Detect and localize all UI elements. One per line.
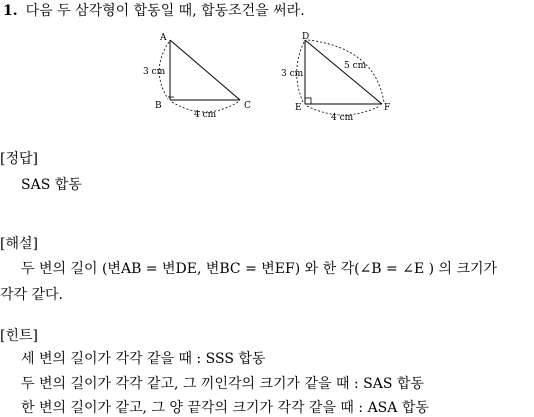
vertex-a: A: [160, 33, 167, 43]
explanation-line-2: 각각 같다.: [0, 287, 63, 303]
question-number: 1.: [3, 3, 18, 19]
label-bc: 4 cm: [194, 110, 217, 120]
hint-label: [힌트]: [0, 328, 38, 344]
vertex-b: B: [155, 101, 162, 111]
explanation-label: [해설]: [0, 236, 38, 252]
hint-item-sss: 세 변의 길이가 각각 같을 때 : SSS 합동: [21, 351, 266, 367]
triangle-def: [281, 32, 390, 123]
vertex-c: C: [244, 101, 251, 111]
side-ac: [170, 40, 240, 100]
question-text: 다음 두 삼각형이 합동일 때, 합동조건을 써라.: [25, 3, 305, 19]
vertex-f: F: [384, 103, 391, 113]
right-angle-e-mark: [305, 98, 311, 104]
label-ab: 3 cm: [143, 67, 166, 77]
label-df: 5 cm: [344, 61, 367, 71]
vertex-e: E: [295, 103, 302, 113]
vertex-d: D: [302, 32, 310, 42]
answer-label: [정답]: [0, 151, 38, 167]
dim-arc-df: [308, 40, 384, 102]
triangle-abc: [143, 33, 251, 120]
hint-item-sas: 두 변의 길이가 각각 같고, 그 끼인각의 크기가 같을 때 : SAS 합동: [21, 376, 424, 392]
label-de: 3 cm: [281, 69, 304, 79]
explanation-line-1: 두 변의 길이 (변AB = 변DE, 변BC = 변EF) 와 한 각(∠B = ∠E ) 의 크기가: [21, 261, 498, 277]
triangle-figure: [0, 0, 534, 130]
hint-item-asa: 한 변의 길이가 같고, 그 양 끝각의 크기가 각각 같을 때 : ASA 합동: [21, 400, 429, 416]
label-ef: 4 cm: [331, 113, 354, 123]
answer-text: SAS 합동: [21, 177, 82, 193]
